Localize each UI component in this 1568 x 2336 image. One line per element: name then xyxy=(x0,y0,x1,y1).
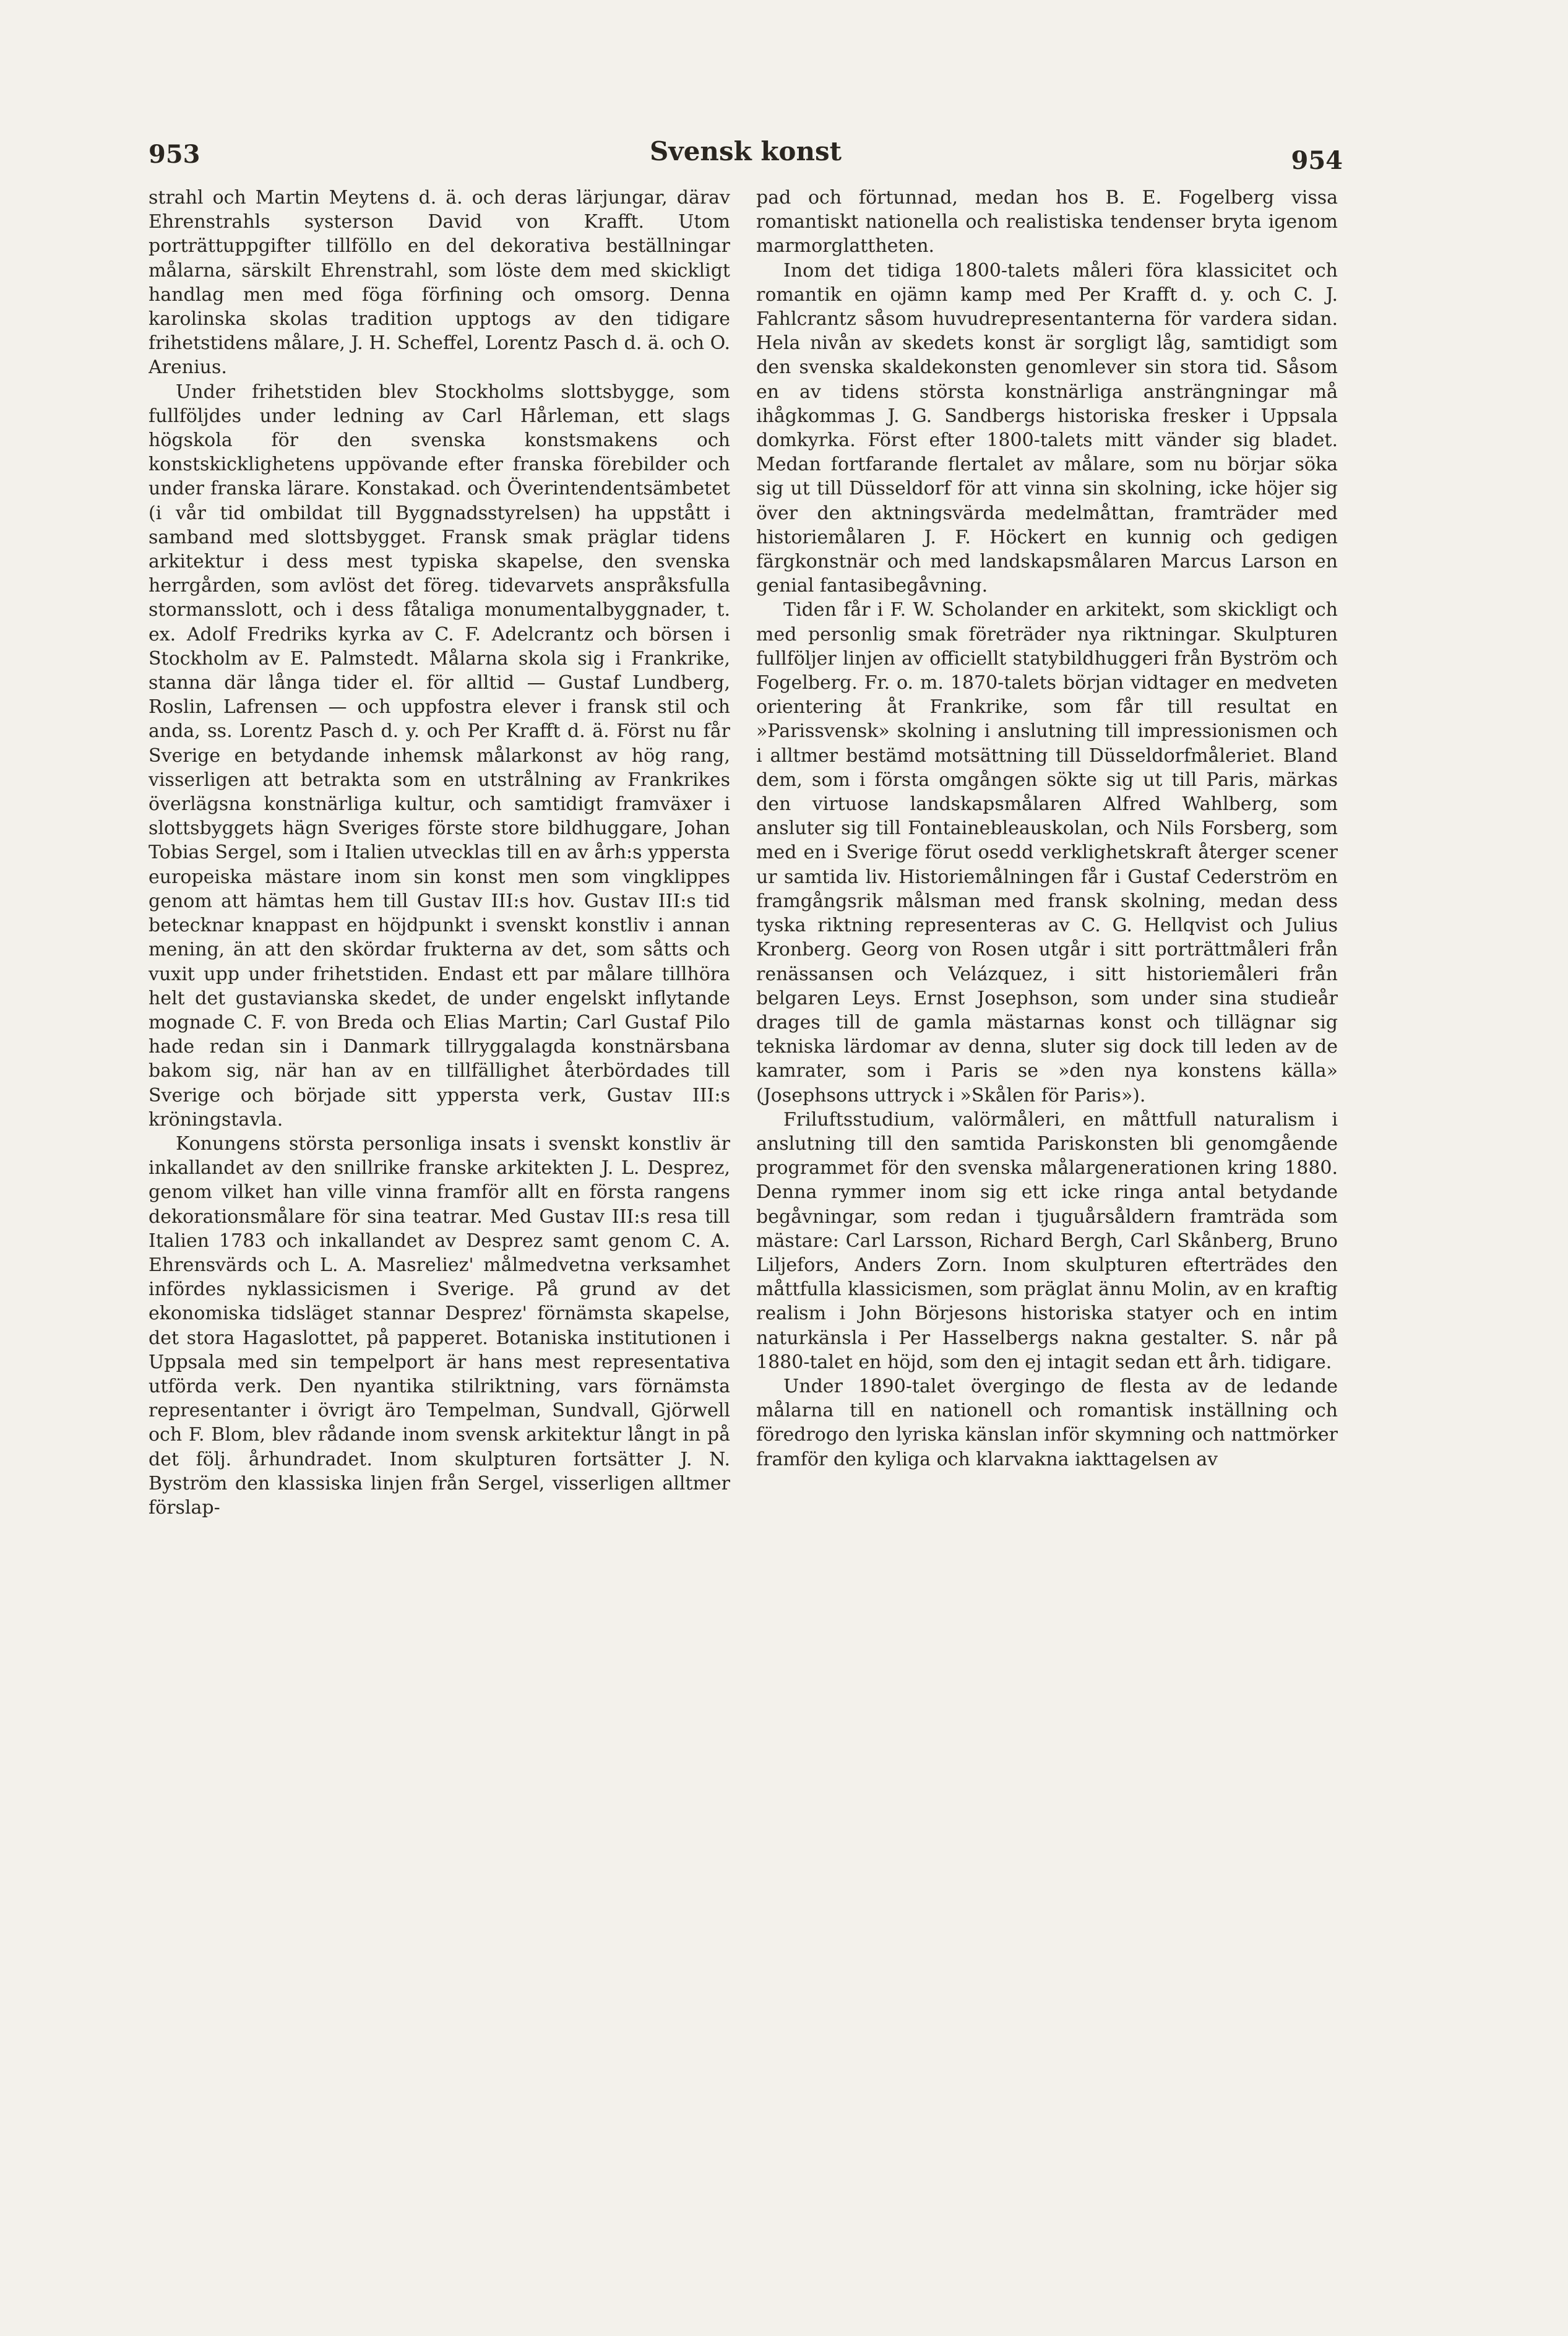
paragraph: Tiden får i F. W. Scholander en arkitekt, som skickligt och med personlig smak företräder nya riktningar. Skulpturen fullföljer linjen av officiellt statybildhuggeri från Byström och Fogelberg. Fr. o. m. 1870-talets början vidtager en medveten orientering åt Frankrike, som får till resultat en »Parissvensk» skolning i anslutning till impressionismen och i alltmer bestämd motsättning till Düsseldorfmåleriet. Bland dem, som i första omgången sökte sig ut till Paris, märkas den virtuose landskapsmålaren Alfred Wahlberg, som ansluter sig till Fontainebleauskolan, och Nils Forsberg, som med en i Sverige förut osedd verklighetskraft återger scener ur samtida liv. Historiemålningen får i Gustaf Cederström en framgångsrik målsman med fransk skolning, medan dess tyska riktning representeras av C. G. Hellqvist och Julius Kronberg. Georg von Rosen utgår i sitt porträttmåleri från renässansen och Velázquez, i sitt historiemåleri från belgaren Leys. Ernst Josephson, som under sina studieår drages till de gamla mästarnas konst och tillägnar sig tekniska lärdomar av denna, sluter sig dock till leden av de kamrater, som i Paris se »den nya konstens källa» (Josephsons uttryck i »Skålen för Paris»). xyxy=(756,599,1338,1106)
paragraph: strahl och Martin Meytens d. ä. och deras lärjungar, därav Ehrenstrahls systerson David von Krafft. Utom porträttuppgifter tillföllo en del dekorativa beställningar målarna, särskilt Ehrenstrahl, som löste dem med skickligt handlag men med föga förfining och omsorg. Denna karolinska skolas tradition upptogs av den tidigare frihetstidens målare, J. H. Scheffel, Lorentz Pasch d. ä. och O. Arenius. xyxy=(149,187,730,379)
paragraph: Friluftsstudium, valörmåleri, en måttfull naturalism i anslutning till den samtida Pariskonsten bli genomgående programmet för den svenska målargenerationen kring 1880. Denna rymmer inom sig ett icke ringa antal betydande begåvningar, som redan i tjuguårsåldern framträda som mästare: Carl Larsson, Richard Bergh, Carl Skånberg, Bruno Liljefors, Anders Zorn. Inom skulpturen efterträdes den måttfulla klassicismen, som präglat ännu Molin, av en kraftig realism i John Börjesons historiska statyer och en intim naturkänsla i Per Hasselbergs nakna gestalter. S. når på 1880-talet en höjd, som den ej intagit sedan ett årh. tidigare. xyxy=(756,1108,1338,1373)
paragraph: Konungens största personliga insats i svenskt konstliv är inkallandet av den snillrike franske arkitekten J. L. Desprez, genom vilket han ville vinna framför allt en första rangens dekorationsmålare för sina teatrar. Med Gustav III:s resa till Italien 1783 och inkallandet av Desprez samt genom C. A. Ehrensvärds och L. A. Masreliez' målmedvetna verksamhet infördes nyklassicismen i Sverige. På grund av det ekonomiska tidsläget stannar Desprez' förnämsta skapelse, det stora Hagaslottet, på papperet. Botaniska institutionen i Uppsala med sin tempelport är hans mest representativa utförda verk. Den nyantika stilriktning, vars förnämsta representanter i övrigt äro Tempelman, Sundvall, Gjörwell och F. Blom, blev rådande inom svensk arkitektur långt in på det följ. århundradet. Inom skulpturen fortsätter J. N. Byström den klassiska linjen från Sergel, visserligen alltmer förslap- xyxy=(149,1132,730,1519)
paragraph: Under 1890-talet övergingo de flesta av de ledande målarna till en nationell och romantisk inställning och föredrogo den lyriska känslan inför skymning och nattmörker framför den kyliga och klarvakna iakttagelsen av xyxy=(756,1375,1338,1470)
page-number-right: 954 xyxy=(1291,146,1343,175)
paragraph: pad och förtunnad, medan hos B. E. Fogelberg vissa romantiskt nationella och realistiska tendenser bryta igenom marmorglattheten. xyxy=(756,187,1338,257)
paragraph: Under frihetstiden blev Stockholms slottsbygge, som fullföljdes under ledning av Carl Hårleman, ett slags högskola för den svenska konstsmakens och konstskicklighetens uppövande efter franska förebilder och under franska lärare. Konstakad. och Överintendentsämbetet (i vår tid ombildat till Byggnadsstyrelsen) ha uppstått i samband med slottsbygget. Fransk smak präglar tidens arkitektur i dess mest typiska skapelse, den svenska herrgården, som avlöst det föreg. tidevarvets anspråksfulla stormansslott, och i dess fåtaliga monumentalbyggnader, t. ex. Adolf Fredriks kyrka av C. F. Adelcrantz och börsen i Stockholm av E. Palmstedt. Målarna skola sig i Frankrike, stanna där långa tider el. för alltid — Gustaf Lundberg, Roslin, Lafrensen — och uppfostra elever i fransk stil och anda, ss. Lorentz Pasch d. y. och Per Krafft d. ä. Först nu får Sverige en betydande inhemsk målarkonst av hög rang, visserligen att betrakta som en utstrålning av Frankrikes överlägsna konstnärliga kultur, och samtidigt framväxer i slottsbyggets hägn Sveriges förste store bildhuggare, Johan Tobias Sergel, som i Italien utvecklas till en av årh:s yppersta europeiska mästare inom sin konst men som vingklippes genom att hämtas hem till Gustav III:s hov. Gustav III:s tid betecknar knappast en höjdpunkt i svenskt konstliv i annan mening, än att den skördar frukterna av det, som såtts och vuxit upp under frihetstiden. Endast ett par målare tillhöra helt det gustavianska skedet, de under engelskt inflytande mognade C. F. von Breda och Elias Martin; Carl Gustaf Pilo hade redan sin i Danmark tillryggalagda konstnärsbana bakom sig, när han av en tillfällighet återbördades till Sverige och började sitt yppersta verk, Gustav III:s kröningstavla. xyxy=(149,381,730,1131)
paragraph: Inom det tidiga 1800-talets måleri föra klassicitet och romantik en ojämn kamp med Per Krafft d. y. och C. J. Fahlcrantz såsom huvudrepresentanterna för vardera sidan. Hela nivån av skedets konst är sorgligt låg, samtidigt som den svenska skaldekonsten genomlever sin stora tid. Såsom en av tidens största konstnärliga ansträngningar må ihågkommas J. G. Sandbergs historiska fresker i Uppsala domkyrka. Först efter 1800-talets mitt vänder sig bladet. Medan fortfarande flertalet av målare, som nu börjar söka sig ut till Düsseldorf för att vinna sin skolning, icke höjer sig över den aktningsvärda medelmåttan, framträder med historiemålaren J. F. Höckert en kunnig och gedigen färgkonstnär och med landskapsmålaren Marcus Larson en genial fantasibegåvning. xyxy=(756,259,1338,597)
page-header xyxy=(149,136,1343,173)
right-column xyxy=(756,186,1338,2290)
page-number-left: 953 xyxy=(149,140,200,169)
running-title: Svensk konst xyxy=(649,136,842,166)
left-column xyxy=(149,186,730,2290)
